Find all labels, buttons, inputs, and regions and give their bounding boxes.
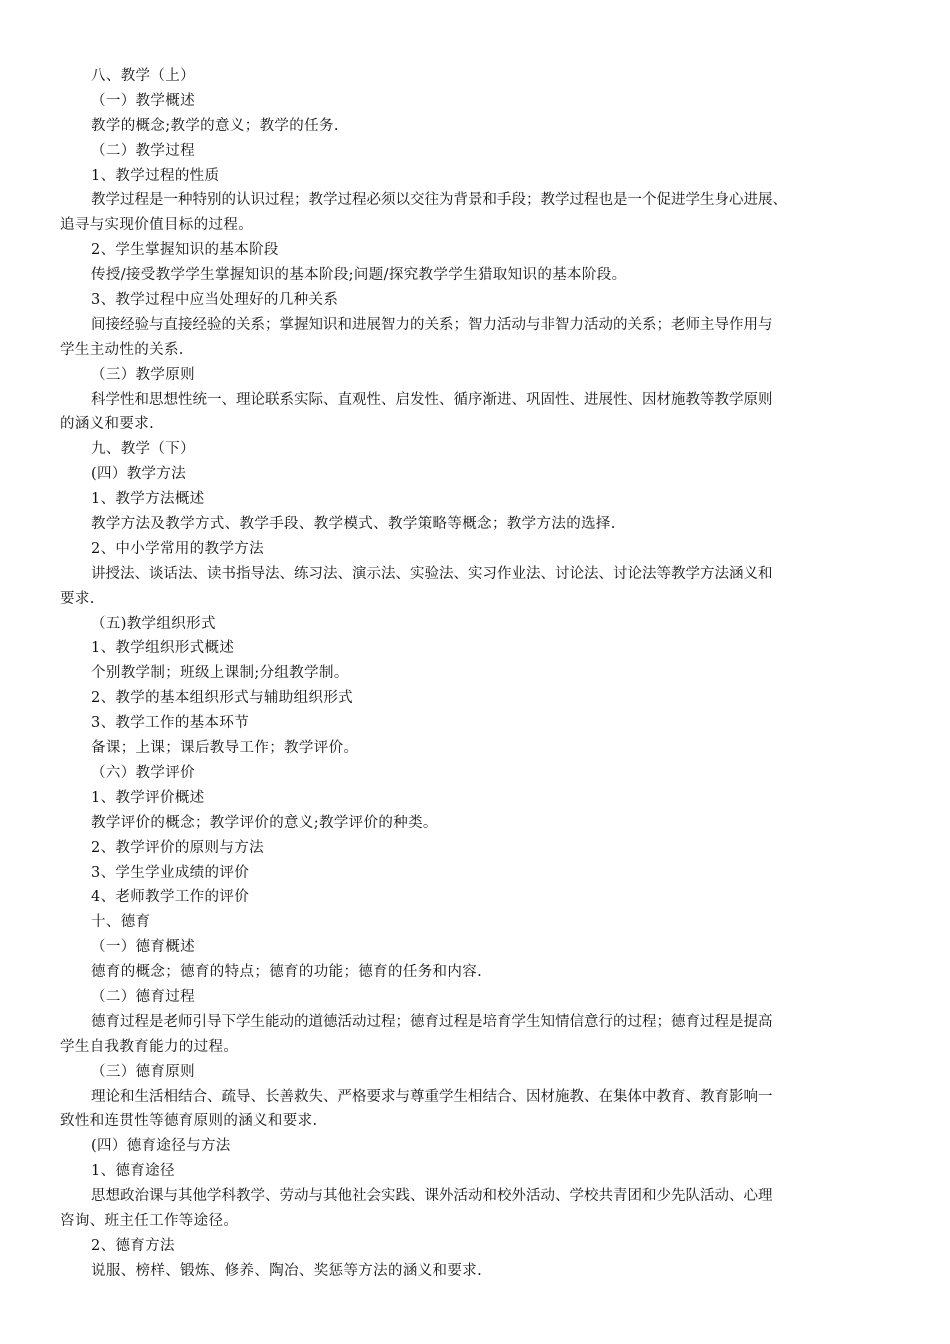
text-line: 2、学生掌握知识的基本阶段: [91, 242, 279, 259]
text-line: 1、教学方法概述: [91, 491, 205, 508]
text-line: 2、教学的基本组织形式与辅助组织形式: [91, 690, 354, 707]
text-line: 间接经验与直接经验的关系；掌握知识和进展智力的关系；智力活动与非智力活动的关系；老师主导作用与: [91, 316, 773, 333]
text-line: 1、教学评价概述: [91, 789, 205, 806]
text-line: 学生自我教育能力的过程。: [60, 1038, 239, 1055]
text-line: 说服、榜样、锻炼、修养、陶冶、奖惩等方法的涵义和要求.: [91, 1262, 483, 1279]
text-line: 讲授法、谈话法、读书指导法、练习法、演示法、实验法、实习作业法、讨论法、讨论法等教学方法涵义和: [91, 565, 773, 582]
text-line: 教学方法及教学方式、教学手段、教学模式、教学策略等概念；教学方法的选择.: [91, 516, 616, 533]
text-line: 传授/接受教学学生掌握知识的基本阶段;问题/探究教学学生猎取知识的基本阶段。: [91, 267, 627, 284]
text-line: 3、学生学业成绩的评价: [91, 864, 250, 881]
text-line: (四）德育途径与方法: [91, 1138, 231, 1155]
text-line: 1、教学过程的性质: [91, 167, 220, 184]
text-line: 1、教学组织形式概述: [91, 640, 235, 657]
text-line: 的涵义和要求.: [60, 416, 155, 433]
text-line: 教学过程是一种特别的认识过程；教学过程必须以交往为背景和手段；教学过程也是一个促进学生身心进展、: [91, 192, 787, 209]
text-line: 3、教学过程中应当处理好的几种关系: [91, 292, 339, 309]
text-line: （五)教学组织形式: [91, 615, 216, 632]
text-line: 追寻与实现价值目标的过程。: [60, 217, 254, 234]
text-line: （六）教学评价: [91, 764, 195, 781]
text-line: （一）教学概述: [91, 92, 195, 109]
text-line: 要求.: [60, 590, 95, 607]
text-line: （三）教学原则: [91, 366, 195, 383]
text-line: 2、德育方法: [91, 1237, 175, 1254]
text-line: 教学的概念;教学的意义；教学的任务.: [91, 117, 339, 134]
text-line: 德育过程是老师引导下学生能动的道德活动过程；德育过程是培育学生知情信意行的过程；德育过程是提高: [91, 1013, 773, 1030]
text-line: 思想政治课与其他学科教学、劳动与其他社会实践、课外活动和校外活动、学校共青团和少先队活动、心理: [91, 1188, 773, 1205]
text-line: 理论和生活相结合、疏导、长善救失、严格要求与尊重学生相结合、因材施教、在集体中教育、教育影响一: [91, 1088, 773, 1105]
text-line: 咨询、班主任工作等途径。: [60, 1212, 239, 1229]
text-line: 3、教学工作的基本环节: [91, 715, 250, 732]
text-line: （三）德育原则: [91, 1063, 195, 1080]
text-line: （一）德育概述: [91, 939, 195, 956]
text-line: 科学性和思想性统一、理论联系实际、直观性、启发性、循序渐进、巩固性、进展性、因材施教等教学原则: [91, 391, 773, 408]
text-line: 教学评价的概念；教学评价的意义;教学评价的种类。: [91, 814, 438, 831]
text-line: 4、老师教学工作的评价: [91, 889, 250, 906]
text-line: 1、德育途径: [91, 1163, 175, 1180]
text-line: 九、教学（下）: [91, 441, 195, 458]
text-line: 八、教学（上）: [91, 68, 195, 84]
text-line: 德育的概念；德育的特点；德育的功能；德育的任务和内容.: [91, 964, 483, 981]
text-line: 致性和连贯性等德育原则的涵义和要求.: [60, 1113, 318, 1130]
text-line: 2、教学评价的原则与方法: [91, 839, 264, 856]
document-body: [0, 64, 950, 1284]
text-line: 十、德育: [91, 914, 151, 931]
text-line: 个别教学制；班级上课制;分组教学制。: [91, 665, 349, 682]
text-line: 学生主动性的关系.: [60, 341, 184, 358]
text-line: （二）德育过程: [91, 988, 195, 1005]
text-line: （二）教学过程: [91, 142, 195, 159]
text-line: 2、中小学常用的教学方法: [91, 540, 264, 557]
text-line: 备课；上课；课后教导工作；教学评价。: [91, 740, 359, 757]
text-line: (四）教学方法: [91, 466, 187, 483]
